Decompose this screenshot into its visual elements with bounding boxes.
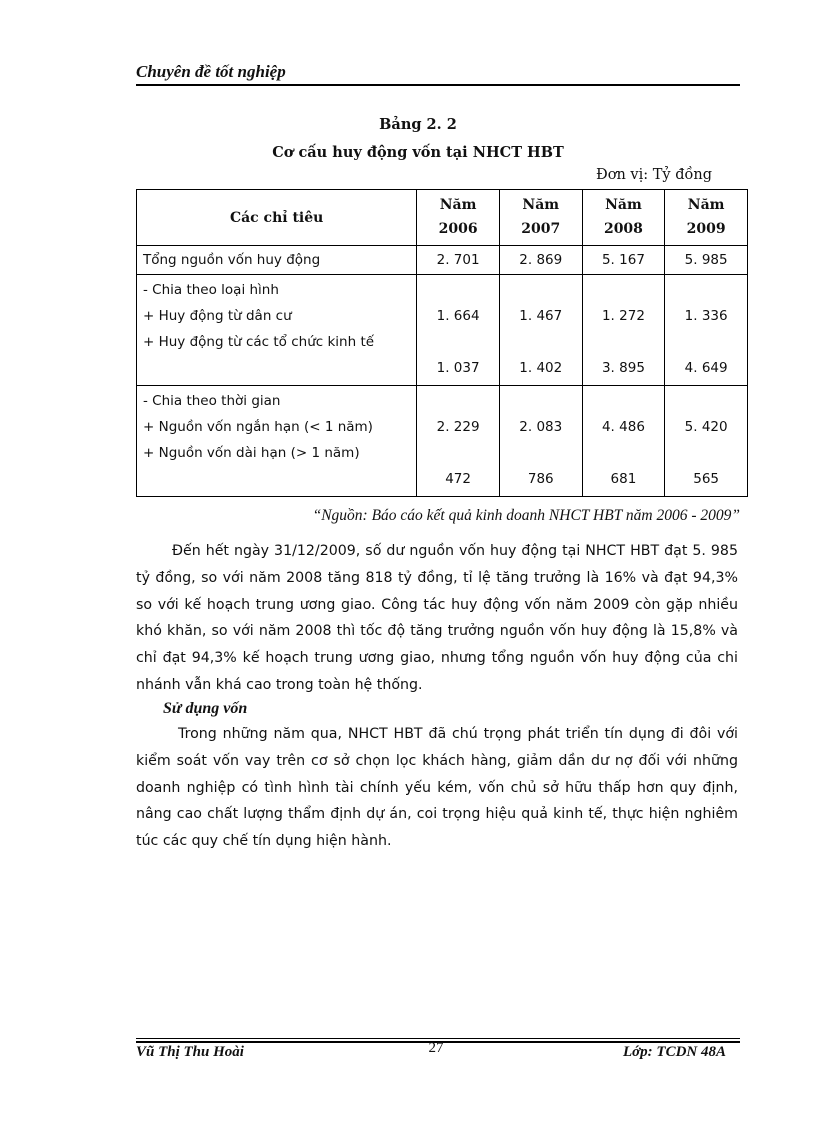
table-header-row xyxy=(137,190,748,246)
table-unit: Đơn vị: Tỷ đồng xyxy=(596,167,712,183)
year-header-2008: Năm 2008 xyxy=(582,190,665,246)
year-header-2006: Năm 2006 xyxy=(417,190,500,246)
year-header-2009: Năm 2009 xyxy=(665,190,748,246)
total-2008: 5. 167 xyxy=(582,246,665,275)
footer-class: Lớp: TCDN 48A xyxy=(622,1044,726,1060)
by-time-heading: - Chia theo thời gian xyxy=(143,393,281,409)
by-time-2008: 4. 486 681 xyxy=(582,386,665,497)
by-time-2009: 5. 420 565 xyxy=(665,386,748,497)
table-row-by-type xyxy=(137,275,748,386)
by-time-labels xyxy=(137,386,417,497)
page-header xyxy=(136,62,740,82)
by-type-2008: 1. 272 3. 895 xyxy=(582,275,665,386)
table-row-by-time xyxy=(137,386,748,497)
by-time-row-1-label: + Nguồn vốn ngắn hạn (< 1 năm) xyxy=(143,419,373,435)
total-2009: 5. 985 xyxy=(665,246,748,275)
section-subheading: Sử dụng vốn xyxy=(163,700,248,717)
by-time-row-2-label: + Nguồn vốn dài hạn (> 1 năm) xyxy=(143,445,360,461)
capital-structure-table xyxy=(136,189,748,497)
header-rule xyxy=(136,84,740,86)
by-type-row-1-label: + Huy động từ dân cư xyxy=(143,308,292,324)
by-type-row-2-label: + Huy động từ các tổ chức kinh tế xyxy=(143,334,375,350)
footer-rule-thin xyxy=(136,1038,740,1039)
by-time-2006: 2. 229 472 xyxy=(417,386,500,497)
year-header-2007: Năm 2007 xyxy=(499,190,582,246)
by-type-heading: - Chia theo loại hình xyxy=(143,282,279,298)
total-2006: 2. 701 xyxy=(417,246,500,275)
by-time-2007: 2. 083 786 xyxy=(499,386,582,497)
table-source-note: “Nguồn: Báo cáo kết quả kinh doanh NHCT HBT năm 2006 - 2009” xyxy=(312,507,740,524)
by-type-2007: 1. 467 1. 402 xyxy=(499,275,582,386)
table-number: Bảng 2. 2 xyxy=(379,116,457,133)
body-paragraph-1: Đến hết ngày 31/12/2009, số dư nguồn vốn huy động tại NHCT HBT đạt 5. 985 tỷ đồng, so với năm 2008 tăng 818 tỷ đồng, tỉ lệ tăng trưởng là 16% và đạt 94,3% so với kế hoạch trung ương giao. Công tác huy động vốn năm 2009 còn gặp nhiều khó khăn, so với năm 2008 thì tốc độ tăng trưởng nguồn vốn huy động là 15,8% và chỉ đạt 94,3% kế hoạch trung ương giao, nhưng tổng nguồn vốn huy động của chi nhánh vẫn khá cao trong toàn hệ thống. xyxy=(136,543,738,693)
by-type-labels xyxy=(137,275,417,386)
page-number: 27 xyxy=(428,1040,444,1056)
table-row-total xyxy=(137,246,748,275)
total-label: Tổng nguồn vốn huy động xyxy=(137,246,417,275)
body-paragraph-2: Trong những năm qua, NHCT HBT đã chú trọng phát triển tín dụng đi đôi với kiểm soát vốn vay trên cơ sở chọn lọc khách hàng, giảm dần dư nợ đối với những doanh nghiệp có tình hình tài chính yếu kém, vốn chủ sở hữu thấp hơn quy định, nâng cao chất lượng thẩm định dự án, coi trọng hiệu quả kinh tế, thực hiện nghiêm túc các quy chế tín dụng hiện hành. xyxy=(136,726,738,850)
header-title: Chuyên đề tốt nghiệp xyxy=(136,62,286,81)
by-type-2009: 1. 336 4. 649 xyxy=(665,275,748,386)
by-type-2006: 1. 664 1. 037 xyxy=(417,275,500,386)
table-title: Cơ cấu huy động vốn tại NHCT HBT xyxy=(272,144,564,161)
footer-author: Vũ Thị Thu Hoài xyxy=(136,1044,244,1060)
criteria-header: Các chỉ tiêu xyxy=(137,190,417,246)
total-2007: 2. 869 xyxy=(499,246,582,275)
